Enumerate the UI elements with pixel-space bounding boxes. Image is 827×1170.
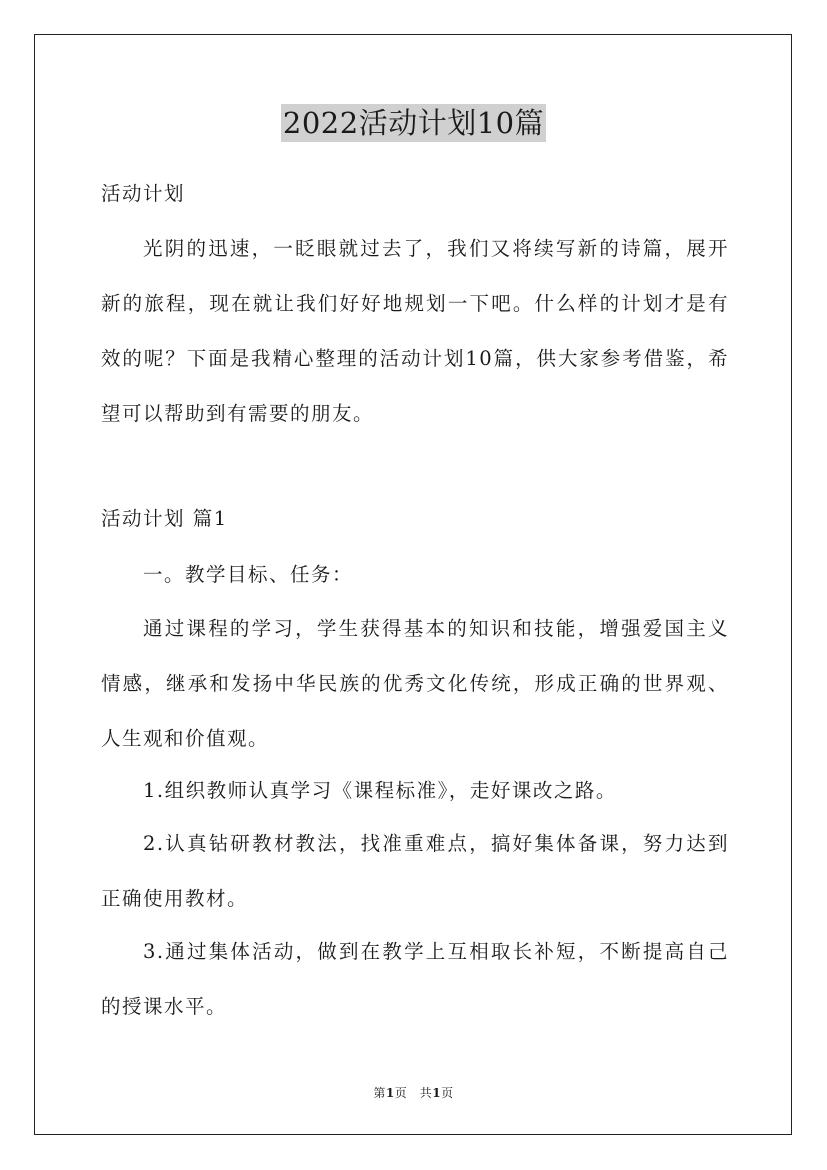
list-item-3: 3.通过集体活动，做到在教学上互相取长补短，不断提高自己的授课水平。 [101,940,729,1018]
part-heading: 活动计划 篇1 [101,507,228,530]
list-item-1: 1.组织教师认真学习《课程标准》，走好课改之路。 [143,779,617,802]
intro-paragraph: 光阴的迅速，一眨眼就过去了，我们又将续写新的诗篇，展开新的旅程，现在就让我们好好地规划一下吧。什么样的计划才是有效的呢？下面是我精心整理的活动计划10篇，供大家参考借鉴，希望可以帮助到有需要的朋友。 [101,237,729,425]
goal-heading: 一。教学目标、任务： [143,563,354,586]
footer-total-pages: 1 [432,1086,442,1100]
footer-suffix: 页 [441,1086,454,1100]
title-container [0,104,827,142]
footer-page-number: 1 [385,1086,395,1100]
document-title: 2022活动计划10篇 [282,106,545,140]
section-heading: 活动计划 [101,182,186,205]
goal-paragraph: 通过课程的学习，学生获得基本的知识和技能，增强爱国主义情感，继承和发扬中华民族的优秀文化传统，形成正确的世界观、人生观和价值观。 [101,617,729,750]
footer-mid: 页 共 [394,1086,433,1100]
list-item-2: 2.认真钻研教材教法，找准重难点，搞好集体备课，努力达到正确使用教材。 [101,832,729,910]
page-footer [0,1084,827,1101]
footer-prefix: 第 [373,1086,386,1100]
